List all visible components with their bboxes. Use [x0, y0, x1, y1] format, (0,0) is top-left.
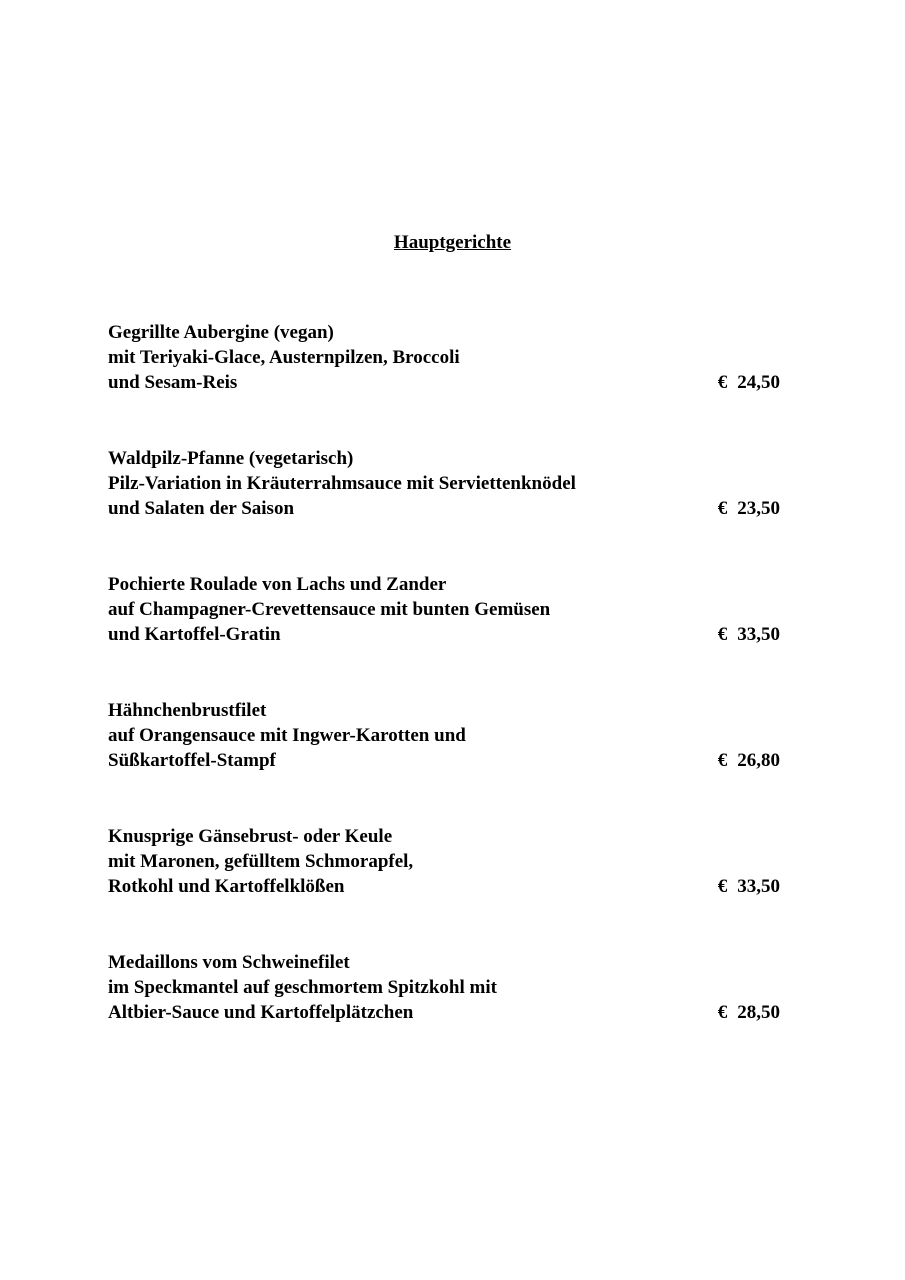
menu-item: [108, 698, 780, 824]
menu-item: [108, 446, 780, 572]
price-value: 33,50: [737, 876, 780, 897]
dish-price: [718, 874, 780, 899]
menu-item: [108, 824, 780, 950]
currency-symbol: €: [717, 1002, 728, 1023]
menu-item: [108, 950, 780, 1076]
dish-price: [718, 748, 780, 773]
dish-detail-line: und Kartoffel-Gratin: [108, 624, 281, 645]
dish-price: [718, 370, 780, 395]
menu-list: [108, 320, 780, 1076]
dish-detail-line: mit Maronen, gefülltem Schmorapfel,: [108, 851, 414, 872]
menu-item-description: [108, 446, 780, 521]
dish-name: Waldpilz-Pfanne (vegetarisch): [108, 448, 354, 469]
dish-detail-line: Rotkohl und Kartoffelklößen: [108, 876, 345, 897]
price-value: 28,50: [737, 1002, 780, 1023]
dish-detail-line: und Salaten der Saison: [108, 498, 295, 519]
price-value: 24,50: [737, 372, 780, 393]
price-value: 33,50: [737, 624, 780, 645]
menu-item: [108, 572, 780, 698]
dish-price: [718, 1000, 780, 1025]
menu-item: [108, 320, 780, 446]
dish-detail-line: im Speckmantel auf geschmortem Spitzkohl mit: [108, 977, 497, 998]
dish-name: Knusprige Gänsebrust- oder Keule: [108, 826, 393, 847]
dish-name: Gegrillte Aubergine (vegan): [108, 322, 334, 343]
dish-detail-line: und Sesam-Reis: [108, 372, 238, 393]
price-value: 26,80: [737, 750, 780, 771]
menu-item-description: [108, 824, 780, 899]
dish-detail-line: auf Orangensauce mit Ingwer-Karotten und: [108, 725, 466, 746]
currency-symbol: €: [717, 372, 728, 393]
currency-symbol: €: [717, 750, 728, 771]
currency-symbol: €: [717, 876, 728, 897]
dish-name: Pochierte Roulade von Lachs und Zander: [108, 574, 447, 595]
dish-name: Hähnchenbrustfilet: [108, 700, 267, 721]
page-title: Hauptgerichte: [393, 232, 512, 253]
dish-detail-line: auf Champagner-Crevettensauce mit bunten Gemüsen: [108, 599, 551, 620]
price-value: 23,50: [737, 498, 780, 519]
menu-item-description: [108, 572, 780, 647]
menu-item-description: [108, 698, 780, 773]
dish-price: [718, 622, 780, 647]
currency-symbol: €: [717, 498, 728, 519]
menu-item-description: [108, 320, 780, 395]
menu-item-description: [108, 950, 780, 1025]
currency-symbol: €: [717, 624, 728, 645]
dish-detail-line: Pilz-Variation in Kräuterrahmsauce mit Serviettenknödel: [108, 473, 576, 494]
dish-name: Medaillons vom Schweinefilet: [108, 952, 350, 973]
dish-price: [718, 496, 780, 521]
dish-detail-line: Altbier-Sauce und Kartoffelplätzchen: [108, 1002, 414, 1023]
dish-detail-line: Süßkartoffel-Stampf: [108, 750, 276, 771]
dish-detail-line: mit Teriyaki-Glace, Austernpilzen, Broccoli: [108, 347, 460, 368]
